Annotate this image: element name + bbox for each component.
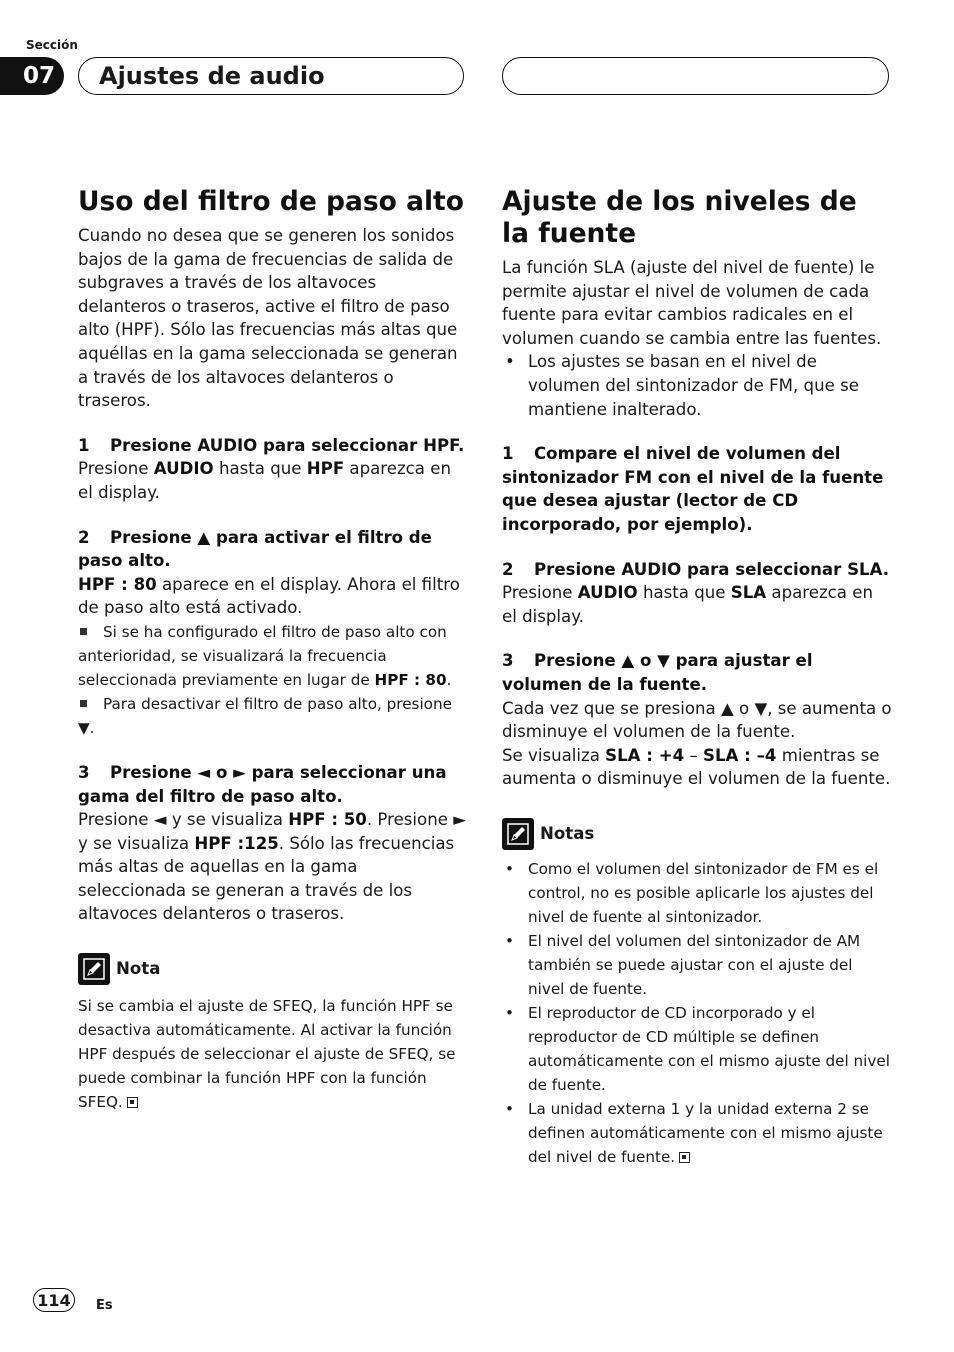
left-step-2-title: 2 Presione ▲ para activar el filtro de paso alto. bbox=[78, 527, 432, 571]
end-mark-icon bbox=[679, 1152, 690, 1163]
left-intro: Cuando no desea que se generen los sonidos bajos de la gama de frecuencias de salida de subgraves a través de los altavoces delanteros o traseros, active el filtro de paso alto (HPF). Sólo las frecuencias más altas que aquéllas en la gama seleccionada se generan a través de los altavoces delanteros o traseros. bbox=[78, 226, 458, 411]
square-bullet-icon bbox=[80, 700, 87, 707]
notes-header bbox=[502, 817, 892, 851]
note-header bbox=[78, 952, 468, 986]
left-step-2-note-1: Si se ha configurado el filtro de paso alto con anterioridad, se visualizará la frecuencia seleccionada previamente en lugar de HPF : 80. bbox=[78, 622, 452, 689]
pencil-note-icon bbox=[502, 818, 534, 850]
notes-item: • El nivel del volumen del sintonizador de AM también se puede ajustar con el ajuste del nivel de fuente. bbox=[502, 929, 892, 1001]
notes-item: • Como el volumen del sintonizador de FM es el control, no es posible aplicarle los ajustes del nivel de fuente al sintonizador. bbox=[502, 857, 892, 929]
note-text: Si se cambia el ajuste de SFEQ, la función HPF se desactiva automáticamente. Al activar la función HPF después de seleccionar el ajuste de SFEQ, se puede combinar la función HPF con la función SFEQ. bbox=[78, 997, 456, 1112]
left-step-3-body: Presione ◄ y se visualiza HPF : 50. Presione ► y se visualiza HPF :125. Sólo las frecuencias más altas de aquellas en la gama seleccionada se generan a través de los altavoces delanteros o traseros. bbox=[78, 810, 466, 924]
section-title: Ajustes de audio bbox=[99, 62, 325, 90]
left-step-3-title: 3 Presione ◄ o ► para seleccionar una gama del filtro de paso alto. bbox=[78, 762, 447, 806]
language-code: Es bbox=[96, 1298, 113, 1313]
right-intro-bullet: • Los ajustes se basan en el nivel de volumen del sintonizador de FM, que se mantiene inalterado. bbox=[502, 350, 892, 421]
section-number-badge: 07 bbox=[0, 57, 64, 95]
right-step-2-body: Presione AUDIO hasta que SLA aparezca en el display. bbox=[502, 583, 873, 626]
section-label: Sección bbox=[26, 38, 78, 52]
left-step-1-title: 1 Presione AUDIO para seleccionar HPF. bbox=[78, 435, 465, 455]
end-mark-icon bbox=[127, 1097, 138, 1108]
section-title-pill bbox=[78, 57, 464, 95]
right-step-3-title: 3 Presione ▲ o ▼ para ajustar el volumen de la fuente. bbox=[502, 651, 813, 694]
notes-title: Notas bbox=[540, 824, 595, 844]
square-bullet-icon bbox=[80, 628, 87, 635]
left-step-1-body: Presione AUDIO hasta que HPF aparezca en el display. bbox=[78, 459, 451, 502]
right-column bbox=[502, 186, 892, 1169]
right-heading: Ajuste de los niveles de la fuente bbox=[502, 186, 857, 249]
right-step-2-title: 2 Presione AUDIO para seleccionar SLA. bbox=[502, 559, 890, 579]
empty-header-pill bbox=[502, 57, 889, 95]
note-title: Nota bbox=[116, 959, 161, 979]
left-column bbox=[78, 186, 468, 1114]
notes-item: • La unidad externa 1 y la unidad externa 2 se definen automáticamente con el mismo ajuste del nivel de fuente. bbox=[502, 1097, 892, 1169]
pencil-note-icon bbox=[78, 953, 110, 985]
left-step-2-note-2: Para desactivar el filtro de paso alto, presione ▼. bbox=[78, 694, 452, 737]
right-step-3-body-1: Cada vez que se presiona ▲ o ▼, se aumenta o disminuye el volumen de la fuente. bbox=[502, 698, 892, 742]
left-heading: Uso del filtro de paso alto bbox=[78, 186, 464, 217]
right-step-1-title: 1 Compare el nivel de volumen del sintonizador FM con el nivel de la fuente que desea ajustar (lector de CD incorporado, por ejemplo). bbox=[502, 444, 884, 534]
right-intro: La función SLA (ajuste del nivel de fuente) le permite ajustar el nivel de volumen de cada fuente para evitar cambios radicales en el volumen cuando se cambia entre las fuentes. bbox=[502, 258, 882, 348]
page-number: 114 bbox=[33, 1288, 75, 1312]
notes-item: • El reproductor de CD incorporado y el reproductor de CD múltiple se definen automáticamente con el mismo ajuste del nivel de fuente. bbox=[502, 1001, 892, 1097]
right-step-3-body-2: Se visualiza SLA : +4 – SLA : –4 mientras se aumenta o disminuye el volumen de la fuente. bbox=[502, 745, 891, 789]
left-step-2-body: HPF : 80 aparece en el display. Ahora el filtro de paso alto está activado. bbox=[78, 574, 460, 618]
